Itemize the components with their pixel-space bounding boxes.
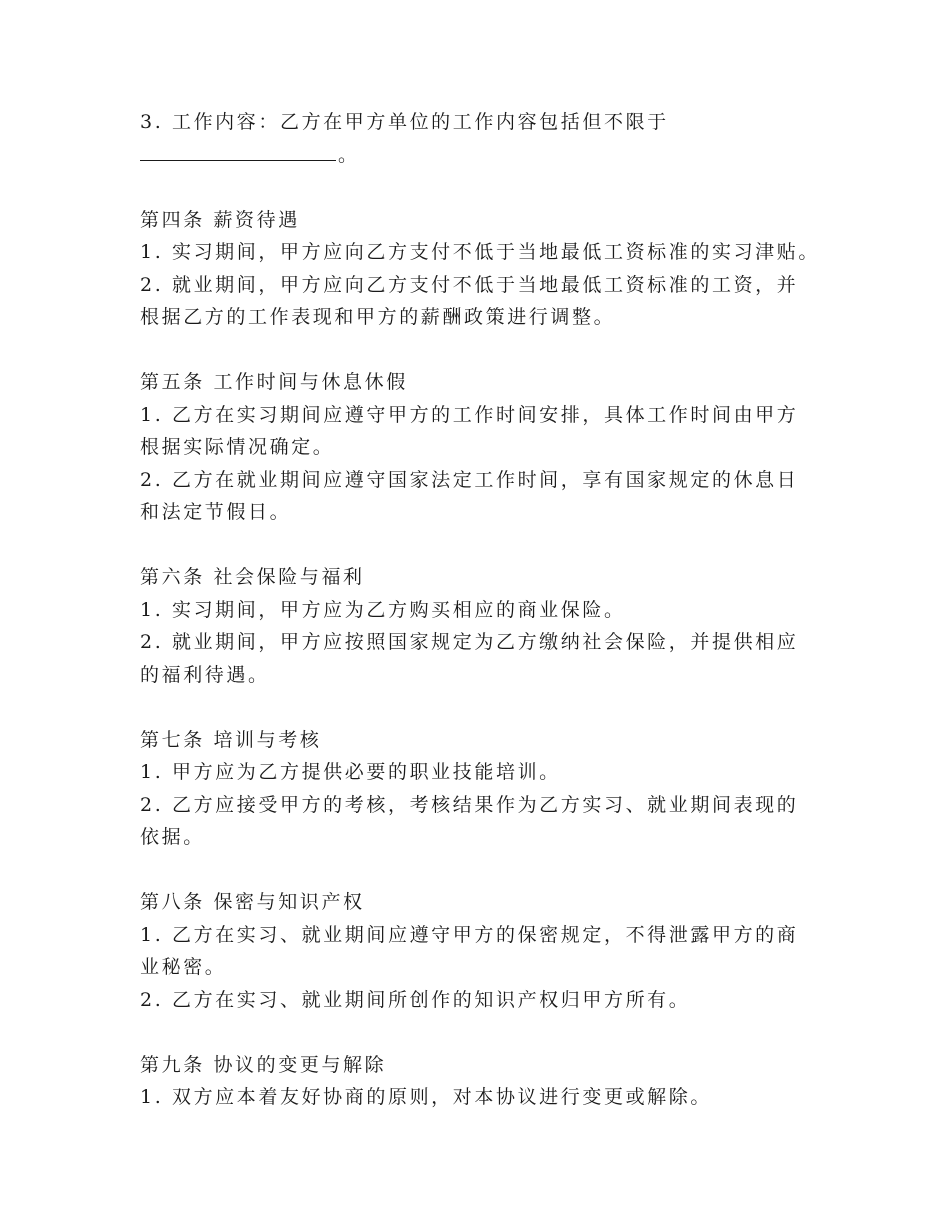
article-line: 根据实际情况确定。 (140, 436, 335, 458)
article-line: 1. 乙方在实习期间应遵守甲方的工作时间安排，具体工作时间由甲方 (140, 403, 799, 426)
article-line: 依据。 (140, 826, 205, 848)
article-line: 和法定节假日。 (140, 501, 292, 523)
article-title: 第六条 社会保险与福利 (140, 566, 365, 588)
clause-line: 3. 工作内容：乙方在甲方单位的工作内容包括但不限于 (140, 111, 669, 133)
clause-work-content (140, 106, 840, 171)
article-training (140, 724, 840, 854)
article-title: 第七条 培训与考核 (140, 728, 322, 751)
article-line: 2. 就业期间，甲方应向乙方支付不低于当地最低工资标准的工资，并 (140, 273, 799, 296)
article-social-insurance (140, 561, 840, 691)
article-line: 业秘密。 (140, 956, 227, 978)
article-line: 1. 乙方在实习、就业期间应遵守甲方的保密规定，不得泄露甲方的商 (140, 923, 799, 946)
article-line: 2. 乙方应接受甲方的考核，考核结果作为乙方实习、就业期间表现的 (140, 793, 799, 816)
article-title: 第九条 协议的变更与解除 (140, 1053, 387, 1076)
fill-in-blank (140, 140, 336, 161)
article-line: 2. 就业期间，甲方应按照国家规定为乙方缴纳社会保险，并提供相应 (140, 631, 799, 653)
article-amendment (140, 1049, 840, 1114)
article-line: 根据乙方的工作表现和甲方的薪酬政策进行调整。 (140, 306, 616, 328)
clause-line-end: 。 (338, 143, 360, 166)
article-line: 1. 实习期间，甲方应为乙方购买相应的商业保险。 (140, 598, 626, 621)
article-title: 第五条 工作时间与休息休假 (140, 371, 408, 393)
article-title: 第八条 保密与知识产权 (140, 891, 365, 913)
article-title: 第四条 薪资待遇 (140, 208, 300, 231)
article-line: 1. 甲方应为乙方提供必要的职业技能培训。 (140, 761, 561, 783)
article-line: 的福利待遇。 (140, 663, 270, 686)
clause-line (140, 139, 840, 172)
article-line: 2. 乙方在实习、就业期间所创作的知识产权归甲方所有。 (140, 988, 691, 1011)
article-line: 2. 乙方在就业期间应遵守国家法定工作时间，享有国家规定的休息日 (140, 468, 799, 491)
article-working-hours (140, 366, 840, 529)
document-body (140, 106, 840, 1114)
article-line: 1. 实习期间，甲方应向乙方支付不低于当地最低工资标准的实习津贴。 (140, 241, 820, 263)
article-confidentiality (140, 886, 840, 1016)
article-salary (140, 204, 840, 334)
article-line: 1. 双方应本着友好协商的原则，对本协议进行变更或解除。 (140, 1086, 712, 1108)
